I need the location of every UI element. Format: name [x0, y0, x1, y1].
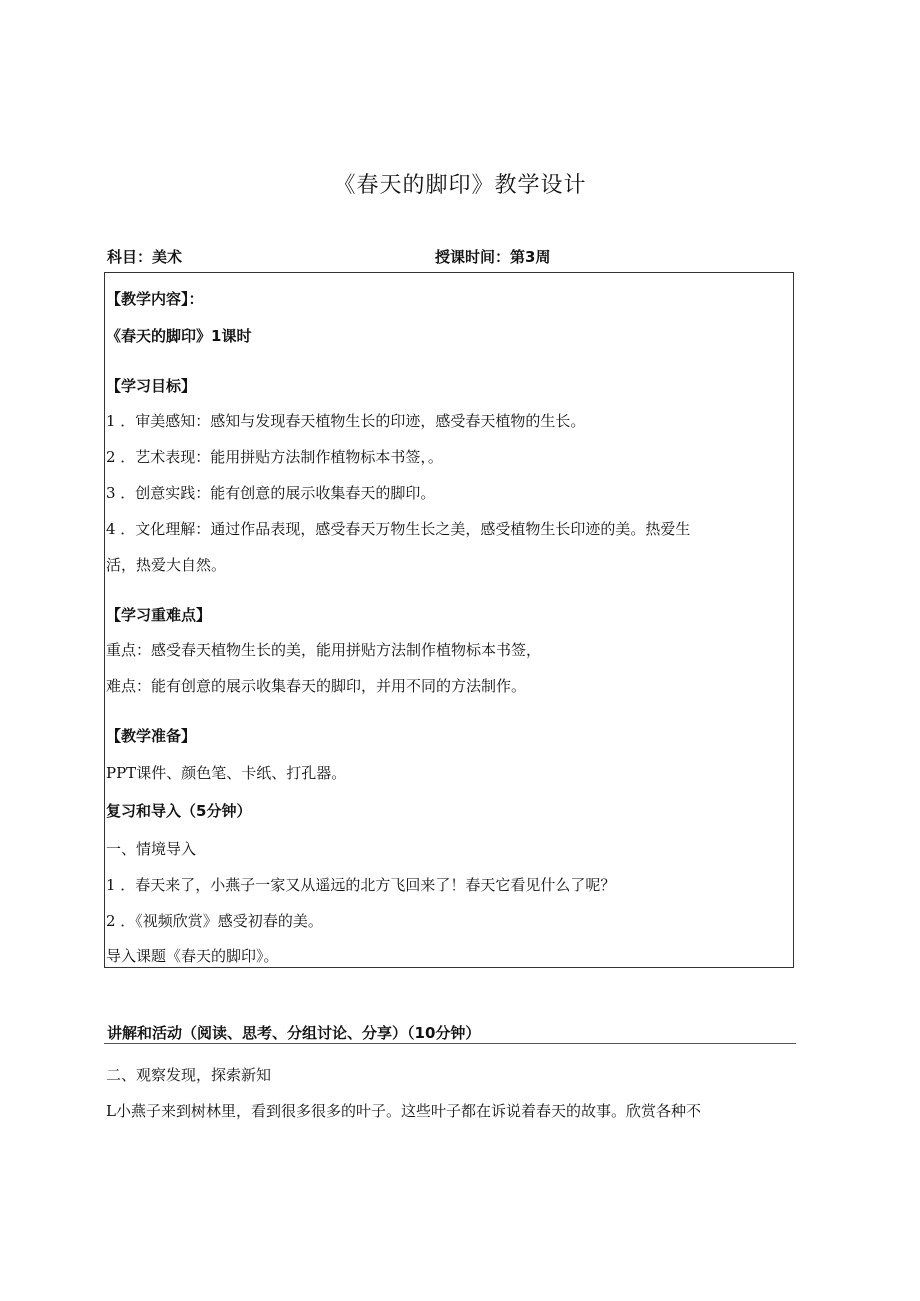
section-heading-activities: 讲解和活动（阅读、思考、分组讨论、分享）（10分钟） [107, 1024, 481, 1042]
difficult-point: 难点：能有创意的展示收集春天的脚印，并用不同的方法制作。 [106, 677, 527, 695]
section-heading-preparation: 【教学准备】 [106, 727, 197, 745]
intro-step-heading: 一、情境导入 [106, 840, 197, 858]
section-heading-key-points: 【学习重难点】 [106, 606, 212, 624]
section-heading-teaching-content: 【教学内容】： [106, 290, 204, 308]
goal-item: 3 ．创意实践：能有创意的展示收集春天的脚印。 [106, 484, 436, 502]
observation-text: L小燕子来到树林里，看到很多很多的叶子。这些叶子都在诉说着春天的故事。欣赏各种不 [106, 1102, 701, 1120]
goal-item: 2 ．艺术表现：能用拼贴方法制作植物标本书签，。 [106, 448, 443, 466]
key-point: 重点：感受春天植物生长的美，能用拼贴方法制作植物标本书签， [106, 641, 542, 659]
section-divider [104, 1043, 796, 1044]
goal-item: 4 ．文化理解：通过作品表现，感受春天万物生长之美，感受植物生长印迹的美。热爱生 [106, 520, 691, 538]
subject-label: 科目：美术 [107, 248, 183, 266]
intro-topic: 导入课题《春天的脚印》。 [106, 947, 279, 965]
observation-heading: 二、观察发现，探索新知 [106, 1066, 272, 1084]
lesson-count: 《春天的脚印》1课时 [106, 327, 252, 345]
class-time-label: 授课时间：第3周 [435, 248, 551, 266]
page-title: 《春天的脚印》教学设计 [333, 173, 587, 198]
goal-item-continued: 活，热爱大自然。 [106, 556, 227, 574]
goal-item: 1 ．审美感知：感知与发现春天植物生长的印迹，感受春天植物的生长。 [106, 412, 586, 430]
intro-step-item: 2 ．《视频欣赏》感受初春的美。 [106, 912, 323, 930]
intro-step-item: 1 ．春天来了，小燕子一家又从遥远的北方飞回来了！春天它看见什么了呢？ [106, 876, 616, 894]
preparation-materials: PPT课件、颜色笔、卡纸、打孔器。 [106, 764, 347, 782]
section-heading-learning-goals: 【学习目标】 [106, 377, 197, 395]
section-heading-review-intro: 复习和导入（5分钟） [106, 802, 252, 820]
